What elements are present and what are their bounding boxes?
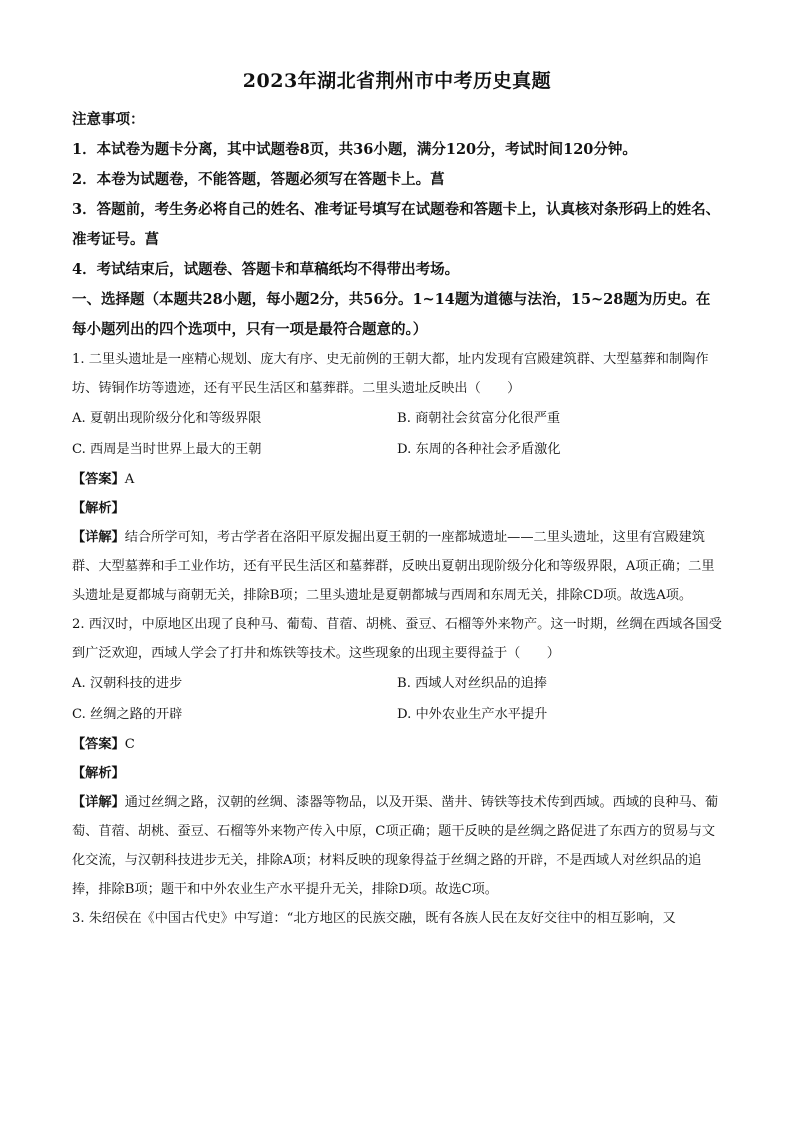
question-2-analysis-label: 【解析】 <box>72 766 125 781</box>
section-heading: 一、选择题（本题共28小题，每小题2分，共56分。1~14题为道德与法治，15~28题为历史。在每小题列出的四个选项中，只有一项是最符合题意的。） <box>72 291 711 338</box>
detail-label: 【详解】 <box>72 530 125 545</box>
question-1-detail <box>72 523 722 610</box>
answer-label: 【答案】 <box>72 737 125 752</box>
question-1-option-b: B. 商朝社会贫富分化很严重 <box>397 411 561 426</box>
notice-item-4: 4．考试结束后，试题卷、答题卡和草稿纸均不得带出考场。 <box>72 261 460 278</box>
question-2-answer <box>72 730 722 759</box>
page-title: 2023年湖北省荆州市中考历史真题 <box>242 70 552 92</box>
question-2-option-d: D. 中外农业生产水平提升 <box>397 707 548 722</box>
question-2-option-c: C. 丝绸之路的开辟 <box>72 707 183 722</box>
question-2-option-a: A. 汉朝科技的进步 <box>72 676 183 691</box>
question-2-detail <box>72 788 722 904</box>
question-2-stem: 2. 西汉时，中原地区出现了良种马、葡萄、苜蓿、胡桃、蚕豆、石榴等外来物产。这一时期，丝绸在西域各国受到广泛欢迎，西域人学会了打井和炼铁等技术。这些现象的出现主要得益于（ ） <box>72 617 722 661</box>
detail-text: 结合所学可知，考古学者在洛阳平原发掘出夏王朝的一座都城遗址——二里头遗址，这里有宫殿建筑群、大型墓葬和手工业作坊，还有平民生活区和墓葬群，反映出夏朝出现阶级分化和等级界限，A项正确；二里头遗址是夏都城与商朝无关，排除B项；二里头遗址是夏朝都城与西周和东周无关，排除CD项。故选A项。 <box>72 530 715 603</box>
notice-item-2: 2．本卷为试题卷，不能答题，答题必须写在答题卡上。菖 <box>72 171 445 188</box>
answer-value: C <box>124 737 135 752</box>
question-1-stem: 1. 二里头遗址是一座精心规划、庞大有序、史无前例的王朝大都，址内发现有宫殿建筑群、大型墓葬和制陶作坊、铸铜作坊等遗迹，还有平民生活区和墓葬群。二里头遗址反映出（ ） <box>72 352 709 396</box>
detail-label: 【详解】 <box>72 795 125 810</box>
question-1-option-d: D. 东周的各种社会矛盾激化 <box>397 442 561 457</box>
question-1-options <box>72 403 722 465</box>
question-3-stem: 3. 朱绍侯在《中国古代史》中写道：“北方地区的民族交融，既有各族人民在友好交往中的相互影响，又 <box>72 911 676 926</box>
notice-heading: 注意事项： <box>72 111 145 128</box>
question-1-analysis-label: 【解析】 <box>72 501 125 516</box>
question-1-answer <box>72 465 722 494</box>
question-2-option-b: B. 西域人对丝织品的追捧 <box>397 676 547 691</box>
answer-label: 【答案】 <box>72 472 125 487</box>
question-2-options <box>72 668 722 730</box>
question-1-option-c: C. 西周是当时世界上最大的王朝 <box>72 442 262 457</box>
document-page <box>72 66 722 933</box>
detail-text: 通过丝绸之路，汉朝的丝绸、漆器等物品，以及开渠、凿井、铸铁等技术传到西域。西域的良种马、葡萄、苜蓿、胡桃、蚕豆、石榴等外来物产传入中原，C项正确；题干反映的是丝绸之路促进了东西方的贸易与文化交流，与汉朝科技进步无关，排除A项；材料反映的现象得益于丝绸之路的开辟，不是西域人对丝织品的追捧，排除B项；题干和中外农业生产水平提升无关，排除D项。故选C项。 <box>72 795 719 897</box>
notice-item-3: 3．答题前，考生务必将自己的姓名、准考证号填写在试题卷和答题卡上，认真核对条形码上的姓名、准考证号。菖 <box>72 201 721 248</box>
question-1-option-a: A. 夏朝出现阶级分化和等级界限 <box>72 411 262 426</box>
notice-item-1: 1．本试卷为题卡分离，其中试题卷8页，共36小题，满分120分，考试时间120分钟。 <box>72 141 637 158</box>
answer-value: A <box>124 472 135 487</box>
